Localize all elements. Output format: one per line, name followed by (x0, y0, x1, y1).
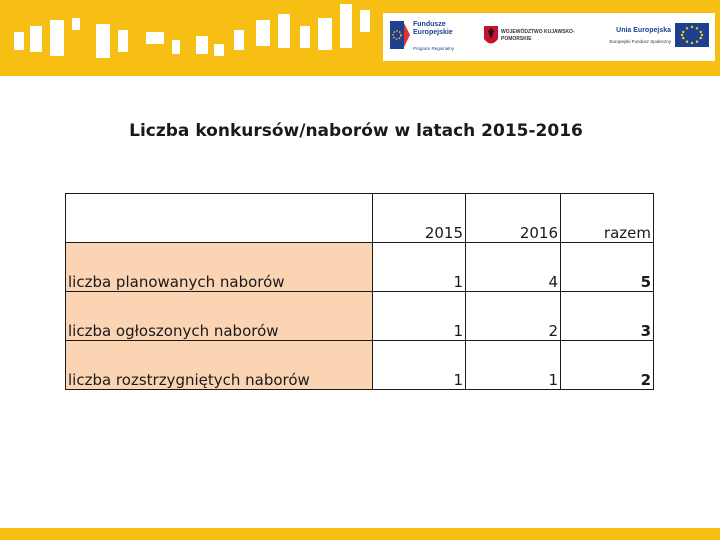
unia-europejska-logo (591, 19, 711, 55)
header-2016: 2016 (466, 194, 561, 243)
statistics-table (65, 193, 654, 390)
table-row (66, 341, 654, 390)
header-total: razem (561, 194, 654, 243)
decorative-pattern (360, 10, 370, 32)
table-row (66, 292, 654, 341)
decorative-pattern (278, 14, 290, 48)
decorative-pattern (118, 30, 128, 52)
fe-star-icon (389, 19, 411, 53)
ue-subtitle: Europejski Fundusz Społeczny (609, 39, 671, 44)
decorative-pattern (256, 20, 270, 46)
row-label: liczba rozstrzygniętych naborów (66, 341, 373, 390)
decorative-pattern (14, 32, 24, 50)
fe-title: Fundusze Europejskie (413, 21, 453, 36)
header-band (0, 0, 720, 76)
decorative-pattern (72, 18, 80, 30)
table-header-row (66, 194, 654, 243)
header-2015: 2015 (373, 194, 466, 243)
coat-of-arms-icon (483, 25, 499, 49)
row-label: liczba planowanych naborów (66, 243, 373, 292)
decorative-pattern (172, 40, 180, 54)
decorative-pattern (340, 4, 352, 48)
eu-flag-icon (675, 23, 709, 47)
row-label: liczba ogłoszonych naborów (66, 292, 373, 341)
decorative-pattern (318, 18, 332, 50)
cell-2016: 4 (466, 243, 561, 292)
decorative-pattern (30, 26, 42, 52)
kp-title: WOJEWÓDZTWO KUJAWSKO-POMORSKIE (501, 29, 575, 42)
decorative-pattern (234, 30, 244, 50)
header-empty-cell (66, 194, 373, 243)
fundusze-europejskie-logo (389, 19, 477, 55)
cell-2016: 1 (466, 341, 561, 390)
table-row (66, 243, 654, 292)
cell-2015: 1 (373, 292, 466, 341)
decorative-pattern (50, 20, 64, 56)
kujawsko-pomorskie-logo (481, 19, 581, 55)
cell-2015: 1 (373, 341, 466, 390)
ue-title: Unia Europejska (616, 27, 671, 34)
fe-subtitle: Program Regionalny (413, 46, 455, 51)
logo-panel (383, 13, 715, 61)
cell-total: 3 (561, 292, 654, 341)
decorative-pattern (300, 26, 310, 48)
decorative-pattern (146, 32, 164, 44)
cell-total: 5 (561, 243, 654, 292)
footer-band (0, 528, 720, 540)
cell-total: 2 (561, 341, 654, 390)
cell-2015: 1 (373, 243, 466, 292)
cell-2016: 2 (466, 292, 561, 341)
decorative-pattern (96, 24, 110, 58)
page-title: Liczba konkursów/naborów w latach 2015-2016 (129, 121, 583, 141)
decorative-pattern (214, 44, 224, 56)
decorative-pattern (196, 36, 208, 54)
